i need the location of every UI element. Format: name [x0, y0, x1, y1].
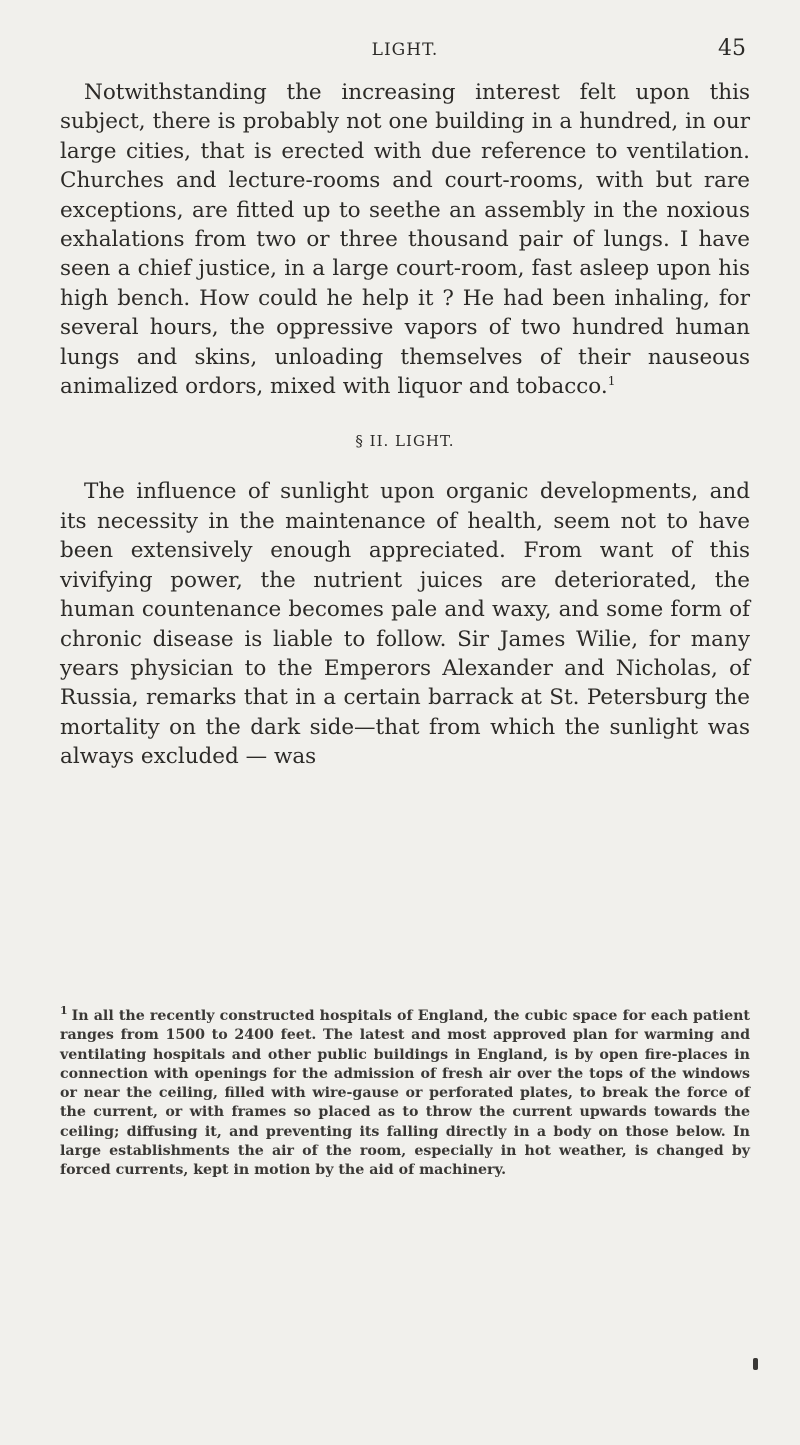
- footnote: [60, 1004, 750, 1181]
- footnote-mark: 1: [60, 1004, 68, 1018]
- paragraph-ventilation: [60, 78, 750, 401]
- running-title: LIGHT.: [371, 40, 439, 60]
- footnote-text: In all the recently constructed hospitals of England, the cubic space for each patient ranges from 1500 to 2400 feet. The latest and most approved plan for warming and ventilating hospitals and other public buildings in England, is by open fire-places in connection with openings for the admission of fresh air over the tops of the windows or near the ceiling, filled with wire-gause or perforated plates, to break the force of the current, or with frames so placed as to throw the current upwards towards the ceiling; diffusing it, and preventing its falling directly in a body on those below. In large establishments the air of the room, especially in hot weather, is changed by forced currents, kept in motion by the aid of machinery.: [60, 1008, 750, 1179]
- footnote-reference: 1: [607, 373, 616, 388]
- running-head: [60, 36, 750, 66]
- page-number: 45: [718, 36, 746, 61]
- body-text: [60, 78, 750, 772]
- paragraph-light: The influence of sunlight upon organic developments, and its necessity in the maintenance of health, seem not to have been extensively enough appreciated. From want of this vivifying power, the nutrient juices are deteriorated, the human countenance becomes pale and waxy, and some form of chronic disease is liable to follow. Sir James Wilie, for many years physician to the Emperors Alexander and Nicholas, of Russia, remarks that in a certain barrack at St. Petersburg the mortality on the dark side—that from which the sunlight was always excluded — was: [60, 479, 750, 770]
- paragraph-ventilation-text: Notwithstanding the increasing interest felt upon this subject, there is probably not one building in a hundred, in our large cities, that is erected with due reference to ventilation. Churches and lecture-rooms and court-rooms, with but rare exceptions, are fitted up to seethe an assembly in the noxious exhalations from two or three thousand pair of lungs. I have seen a chief justice, in a large court-room, fast asleep upon his high bench. How could he help it ? He had been inhaling, for several hours, the oppressive vapors of two hundred human lungs and skins, unloading themselves of their nauseous animalized ordors, mixed with liquor and tobacco.: [60, 80, 750, 400]
- ink-mark: [753, 1358, 758, 1370]
- section-heading: § II. LIGHT.: [355, 432, 455, 451]
